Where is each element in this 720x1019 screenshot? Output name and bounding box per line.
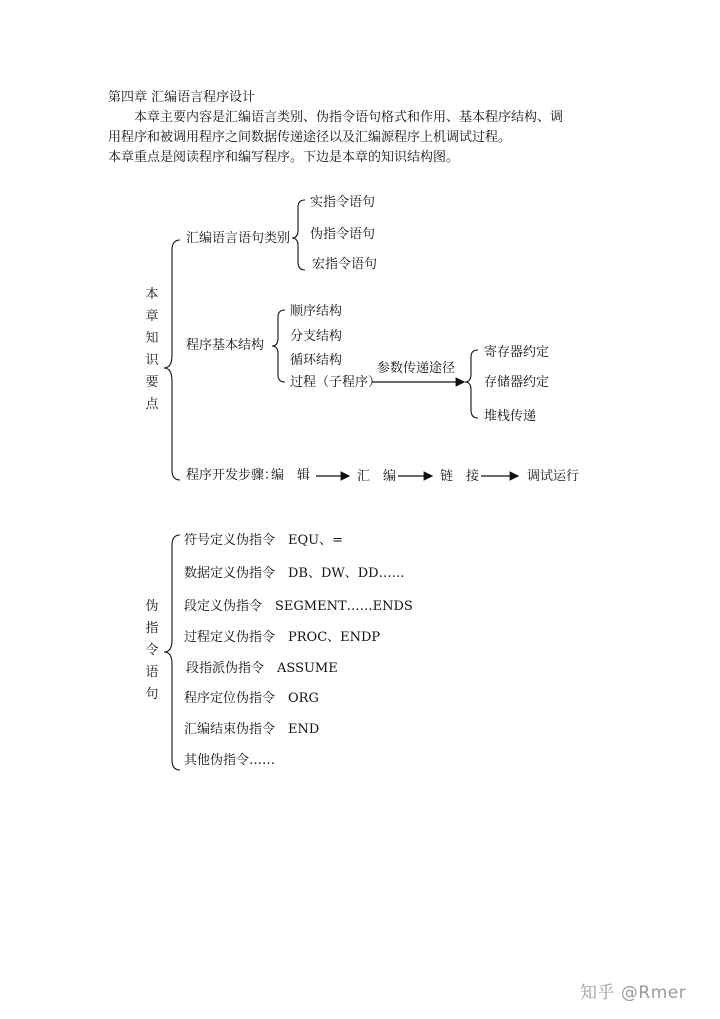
pseudo-item: 其他伪指令…… (184, 753, 276, 768)
brace-pseudo-instructions (164, 535, 180, 770)
root-char: 章 (145, 309, 159, 324)
root-char: 点 (145, 397, 159, 412)
param-label: 参数传递途径 (377, 361, 456, 376)
brace-knowledge-points (164, 240, 180, 480)
root-char: 要 (145, 375, 159, 390)
structure-item: 分支结构 (290, 329, 343, 344)
pseudo-item: 汇编结束伪指令 END (184, 722, 320, 737)
structure-item: 顺序结构 (290, 304, 343, 319)
brace-param (465, 350, 478, 418)
param-item: 寄存器约定 (484, 345, 550, 360)
root-char: 指 (145, 621, 159, 636)
pseudo-item: 过程定义伪指令 PROC、ENDP (184, 630, 381, 645)
structure-item: 过程（子程序） (290, 375, 382, 390)
root-char: 知 (145, 331, 159, 346)
root-pseudo-instructions (144, 596, 160, 706)
intro-line-1: 本章主要内容是汇编语言类别、伪指令语句格式和作用、基本程序结构、调 (134, 110, 564, 125)
pseudo-item: 段指派伪指令 ASSUME (186, 661, 338, 676)
pseudo-item: 符号定义伪指令 EQU、= (184, 533, 343, 548)
root-char: 伪 (145, 599, 159, 614)
pseudo-item: 程序定位伪指令 ORG (184, 691, 319, 706)
root-char: 令 (145, 643, 159, 658)
watermark: 知乎 @Rmer (580, 983, 687, 1003)
category-label: 汇编语言语句类别 (186, 231, 291, 246)
structure-label: 程序基本结构 (186, 338, 265, 353)
structure-item: 循环结构 (290, 353, 343, 368)
steps-label: 程序开发步骤： (186, 468, 278, 483)
step-item: 汇 编 (357, 469, 397, 484)
step-item: 调试运行 (527, 469, 580, 484)
root-knowledge-points (144, 284, 160, 416)
brace-structure (272, 310, 285, 382)
category-item: 伪指令语句 (310, 227, 376, 242)
root-char: 本 (145, 287, 159, 302)
category-item: 宏指令语句 (312, 257, 378, 272)
step-item: 链 接 (440, 469, 480, 484)
root-char: 句 (145, 687, 159, 702)
brace-category (292, 200, 305, 270)
root-char: 语 (145, 665, 159, 680)
param-item: 存储器约定 (484, 375, 550, 390)
step-item: 编 辑 (271, 468, 311, 483)
chapter-title: 第四章 汇编语言程序设计 (108, 90, 256, 105)
intro-line-3: 本章重点是阅读程序和编写程序。下边是本章的知识结构图。 (108, 150, 460, 165)
pseudo-item: 数据定义伪指令 DB、DW、DD…… (184, 566, 405, 581)
pseudo-item: 段定义伪指令 SEGMENT……ENDS (184, 599, 413, 614)
param-item: 堆栈传递 (484, 409, 537, 424)
root-char: 识 (145, 353, 159, 368)
intro-line-2: 用程序和被调用程序之间数据传递途径以及汇编源程序上机调试过程。 (108, 130, 512, 145)
category-item: 实指令语句 (310, 195, 376, 210)
